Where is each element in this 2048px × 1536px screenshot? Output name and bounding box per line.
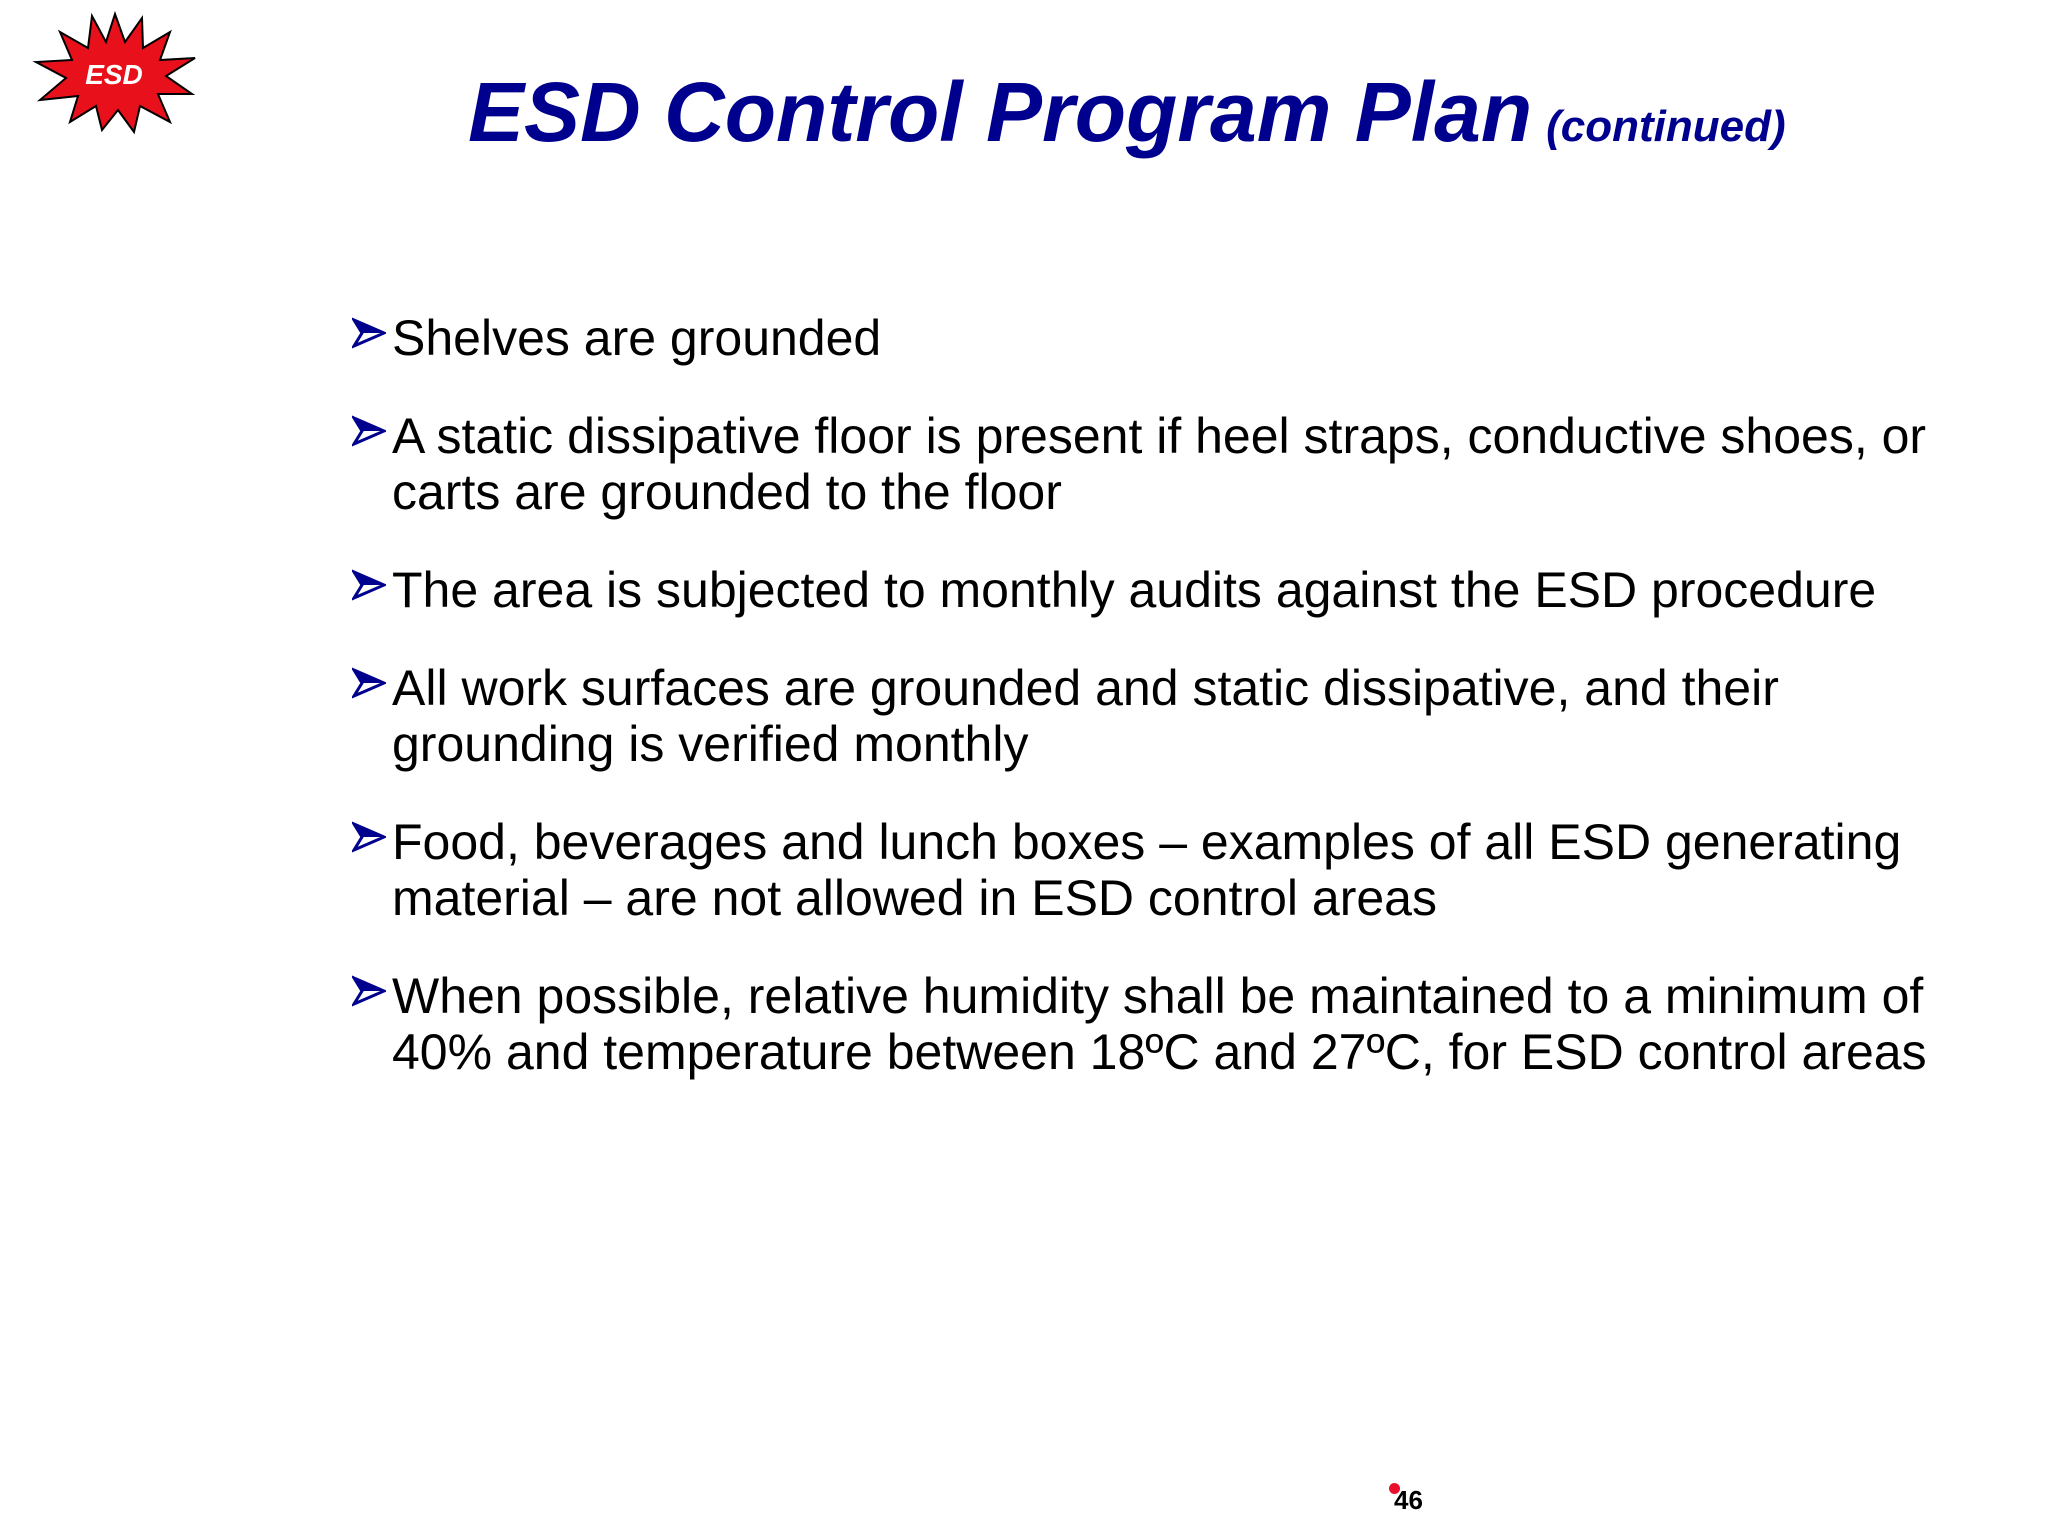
bullet-text: Food, beverages and lunch boxes – examples of all ESD generating material – are not allowed in ESD control areas	[392, 814, 1902, 926]
arrowhead-bullet-icon	[352, 974, 386, 1008]
bullet-item	[352, 968, 1972, 1080]
bullet-item	[352, 660, 1972, 772]
esd-logo	[30, 10, 200, 135]
logo-text: ESD	[85, 59, 143, 90]
bullet-text: All work surfaces are grounded and static dissipative, and their grounding is verified monthly	[392, 660, 1779, 772]
bullet-item	[352, 310, 1972, 366]
esd-starburst-icon	[30, 10, 200, 135]
arrowhead-bullet-icon	[352, 820, 386, 854]
bullet-item	[352, 408, 1972, 520]
bullet-item	[352, 562, 1972, 618]
bullet-list	[352, 310, 1972, 1122]
page-number: 46	[1394, 1485, 1423, 1515]
bullet-item	[352, 814, 1972, 926]
arrowhead-bullet-icon	[352, 316, 386, 350]
bullet-text: Shelves are grounded	[392, 310, 882, 366]
title-main: ESD Control Program Plan	[468, 65, 1533, 159]
bullet-text: A static dissipative floor is present if heel straps, conductive shoes, or carts are grounded to the floor	[392, 408, 1927, 520]
bullet-text: The area is subjected to monthly audits against the ESD procedure	[392, 562, 1877, 618]
bullet-text: When possible, relative humidity shall be maintained to a minimum of 40% and temperature between 18ºC and 27ºC, for ESD control areas	[392, 968, 1927, 1080]
arrowhead-bullet-icon	[352, 414, 386, 448]
slide-title	[468, 64, 1786, 161]
arrowhead-bullet-icon	[352, 568, 386, 602]
title-subtitle: (continued)	[1546, 102, 1786, 151]
arrowhead-bullet-icon	[352, 666, 386, 700]
